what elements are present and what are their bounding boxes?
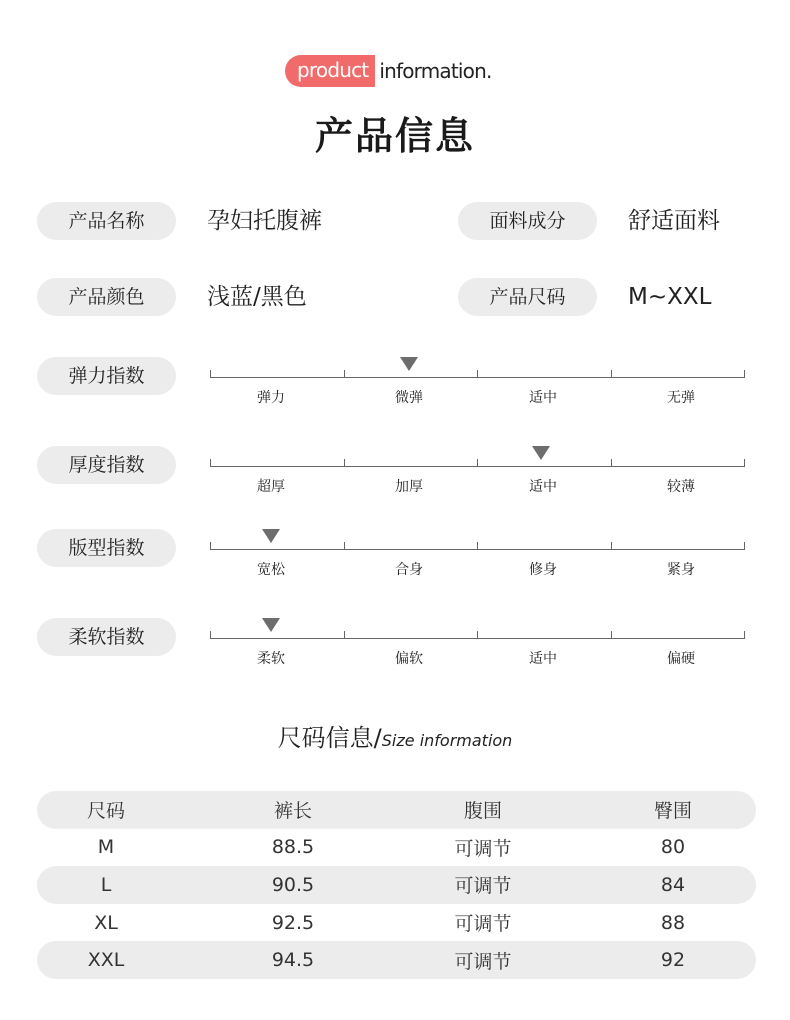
- scale-tick: [344, 542, 345, 550]
- scale-option-label: 柔软: [257, 651, 285, 667]
- scale-tick: [344, 631, 345, 639]
- scale-option-label: 合身: [395, 562, 423, 578]
- scale-option-label: 微弹: [395, 390, 423, 406]
- scale-tick: [477, 542, 478, 550]
- table-cell: M: [97, 836, 115, 859]
- scale-tick: [210, 631, 211, 639]
- table-row: [37, 941, 756, 979]
- table-header-cell: 臀围: [653, 800, 692, 823]
- scale-option-label: 较薄: [667, 479, 695, 495]
- scale-tick: [611, 459, 612, 467]
- scale-tick: [477, 370, 478, 378]
- table-cell: 可调节: [454, 950, 512, 973]
- scale-tick: [344, 370, 345, 378]
- scale-tick: [744, 459, 745, 467]
- table-cell: 88: [660, 911, 686, 934]
- scale-tick: [611, 631, 612, 639]
- index-scale: [210, 618, 746, 678]
- scale-option-label: 适中: [529, 390, 557, 406]
- scale-tick: [744, 542, 745, 550]
- table-row: [37, 829, 756, 867]
- table-cell: 88.5: [271, 836, 315, 859]
- index-scale: [210, 357, 746, 417]
- index-label: 厚度指数: [37, 446, 176, 484]
- table-row: [37, 904, 756, 942]
- table-cell: 可调节: [454, 875, 512, 898]
- index-label: 弹力指数: [37, 357, 176, 395]
- tag-highlight: product: [285, 55, 375, 87]
- table-cell: L: [100, 873, 112, 896]
- scale-option-label: 修身: [529, 562, 557, 578]
- table-cell: 94.5: [271, 949, 315, 972]
- table-header-cell: 裤长: [273, 800, 312, 823]
- scale-tick: [477, 459, 478, 467]
- tag-rest: information.: [379, 59, 492, 83]
- index-label: 版型指数: [37, 529, 176, 567]
- table-cell: 80: [660, 836, 686, 859]
- scale-option-label: 超厚: [257, 479, 285, 495]
- spec-label-size: 产品尺码: [458, 278, 597, 316]
- table-row: [37, 866, 756, 904]
- table-cell: 92: [660, 949, 686, 972]
- selected-marker-icon: [532, 446, 550, 460]
- scale-option-label: 偏软: [395, 651, 423, 667]
- header-tag: [285, 55, 492, 87]
- spec-label-color: 产品颜色: [37, 278, 176, 316]
- table-cell: 可调节: [454, 913, 512, 936]
- size-table: [37, 791, 756, 979]
- scale-tick: [210, 459, 211, 467]
- scale-tick: [744, 631, 745, 639]
- spec-value-color: 浅蓝/黑色: [207, 284, 307, 310]
- index-label: 柔软指数: [37, 618, 176, 656]
- size-title-cn: 尺码信息/: [277, 724, 382, 752]
- table-header-cell: 腹围: [463, 800, 502, 823]
- scale-tick: [344, 459, 345, 467]
- table-header-row: [37, 791, 756, 829]
- spec-label-fabric: 面料成分: [458, 202, 597, 240]
- scale-option-label: 弹力: [257, 390, 285, 406]
- page-title: 产品信息: [314, 114, 475, 158]
- table-header-cell: 尺码: [86, 800, 125, 823]
- spec-value-name: 孕妇托腹裤: [207, 208, 322, 234]
- size-title-en: Size information: [381, 731, 513, 750]
- selected-marker-icon: [262, 529, 280, 543]
- selected-marker-icon: [262, 618, 280, 632]
- spec-value-size: M~XXL: [628, 284, 712, 310]
- table-cell: XXL: [87, 949, 125, 972]
- scale-option-label: 适中: [529, 651, 557, 667]
- scale-tick: [744, 370, 745, 378]
- scale-tick: [210, 370, 211, 378]
- scale-tick: [210, 542, 211, 550]
- scale-option-label: 加厚: [395, 479, 423, 495]
- index-scale: [210, 446, 746, 506]
- index-scale: [210, 529, 746, 589]
- scale-option-label: 无弹: [667, 390, 695, 406]
- spec-label-name: 产品名称: [37, 202, 176, 240]
- table-cell: XL: [94, 911, 118, 934]
- scale-option-label: 适中: [529, 479, 557, 495]
- selected-marker-icon: [400, 357, 418, 371]
- table-cell: 84: [660, 873, 686, 896]
- scale-option-label: 紧身: [667, 562, 695, 578]
- table-cell: 90.5: [271, 873, 315, 896]
- spec-value-fabric: 舒适面料: [628, 208, 720, 234]
- scale-tick: [611, 370, 612, 378]
- table-cell: 可调节: [454, 837, 512, 860]
- scale-tick: [477, 631, 478, 639]
- scale-option-label: 宽松: [257, 562, 285, 578]
- size-title: [0, 718, 790, 753]
- scale-tick: [611, 542, 612, 550]
- scale-option-label: 偏硬: [667, 651, 695, 667]
- table-cell: 92.5: [271, 911, 315, 934]
